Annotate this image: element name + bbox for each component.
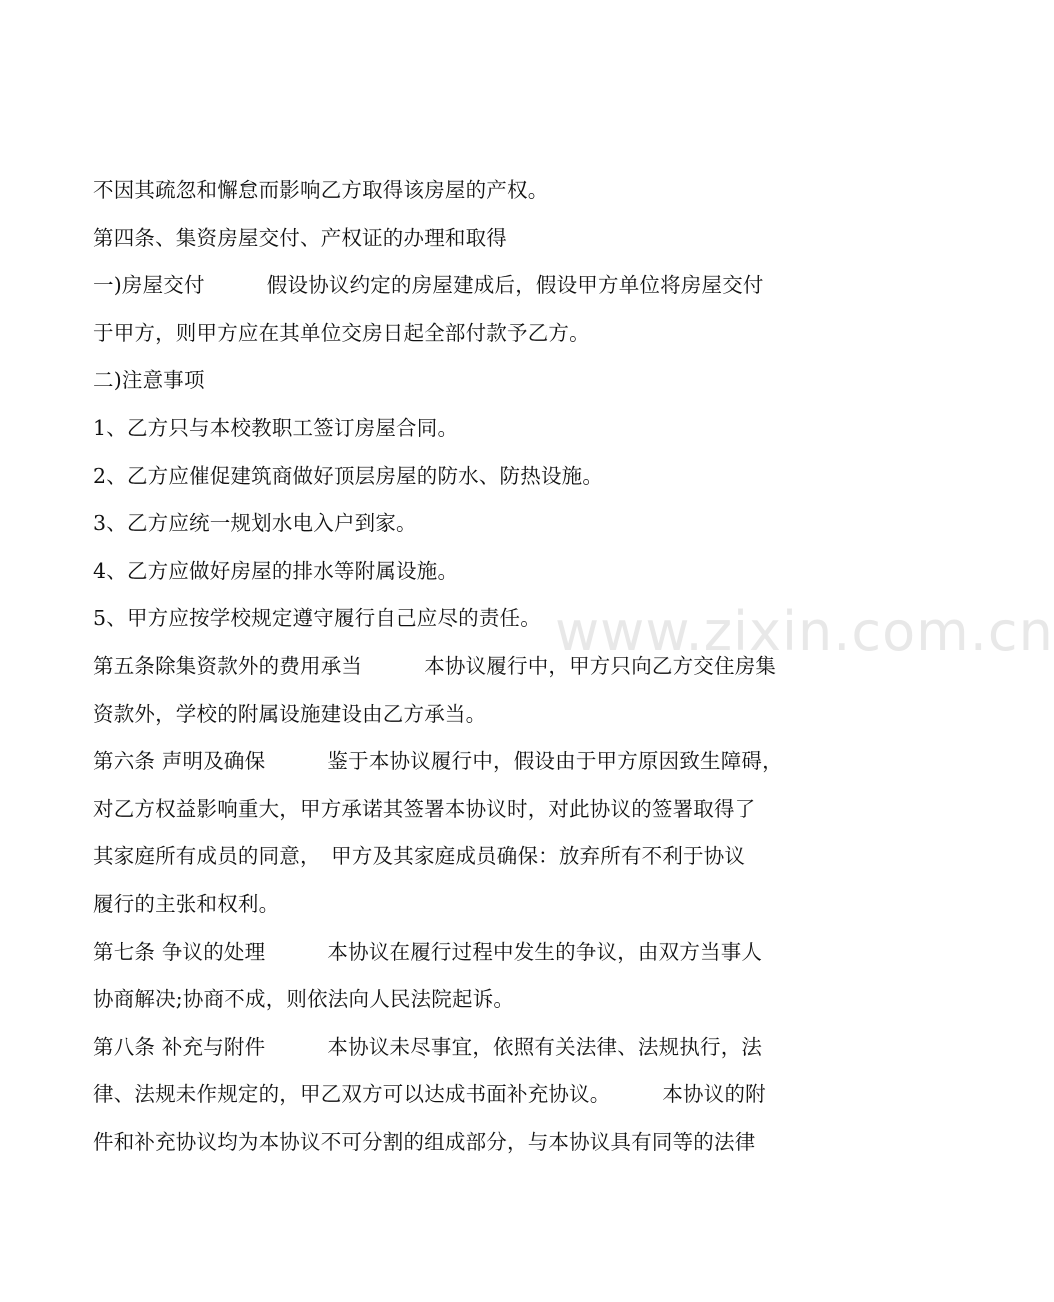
text-line: 二)注意事项 — [93, 368, 205, 393]
text-line: 第四条、集资房屋交付、产权证的办理和取得 — [93, 225, 507, 250]
text-line: 资款外，学校的附属设施建设由乙方承当。 — [93, 701, 487, 726]
text-line: 第七条 争议的处理 本协议在履行过程中发生的争议，由双方当事人 — [93, 939, 763, 964]
text-line: 第五条除集资款外的费用承当 本协议履行中，甲方只向乙方交住房集 — [93, 653, 777, 678]
text-line: 1、乙方只与本校教职工签订房屋合同。 — [93, 415, 459, 440]
text-line: 第六条 声明及确保 鉴于本协议履行中，假设由于甲方原因致生障碍， — [93, 749, 783, 774]
text-line: 律、法规未作规定的，甲乙双方可以达成书面补充协议。 本协议的附 — [93, 1082, 766, 1107]
text-line: 对乙方权益影响重大，甲方承诺其签署本协议时，对此协议的签署取得了 — [93, 796, 756, 821]
document-body — [93, 167, 833, 1166]
text-line: 协商解决;协商不成，则依法向人民法院起诉。 — [93, 987, 515, 1012]
text-line: 4、乙方应做好房屋的排水等附属设施。 — [93, 558, 459, 583]
text-line: 于甲方，则甲方应在其单位交房日起全部付款予乙方。 — [93, 320, 590, 345]
text-line: 不因其疏忽和懈怠而影响乙方取得该房屋的产权。 — [93, 178, 549, 202]
text-line: 5、甲方应按学校规定遵守履行自己应尽的责任。 — [93, 606, 541, 631]
text-line: 一)房屋交付 假设协议约定的房屋建成后，假设甲方单位将房屋交付 — [93, 273, 764, 298]
watermark: www.zixin.com.cn — [555, 600, 1054, 663]
text-line: 其家庭所有成员的同意， 甲方及其家庭成员确保：放弃所有不利于协议 — [93, 844, 746, 869]
text-line: 件和补充协议均为本协议不可分割的组成部分，与本协议具有同等的法律 — [93, 1129, 756, 1154]
text-line: 3、乙方应统一规划水电入户到家。 — [93, 511, 417, 536]
text-line: 2、乙方应催促建筑商做好顶层房屋的防水、防热设施。 — [93, 463, 604, 488]
text-line: 履行的主张和权利。 — [93, 891, 280, 916]
text-line: 第八条 补充与附件 本协议未尽事宜，依照有关法律、法规执行，法 — [93, 1034, 763, 1059]
